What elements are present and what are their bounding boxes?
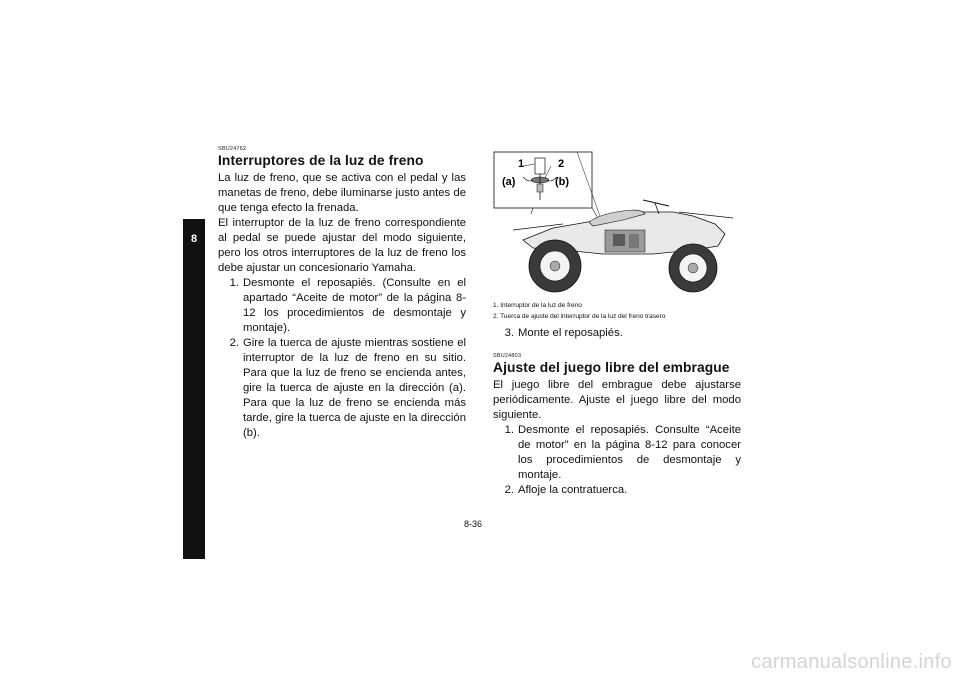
section-title: Ajuste del juego libre del embrague	[493, 360, 730, 375]
step-number: 3.	[504, 327, 514, 339]
step-number: 2.	[229, 337, 239, 349]
atv-figure	[493, 150, 741, 298]
step-list	[493, 326, 741, 341]
section-title: Interruptores de la luz de freno	[218, 153, 424, 168]
direction-label-a: (a)	[502, 176, 516, 188]
caption: 1. Interruptor de la luz de freno	[493, 302, 582, 309]
step-text: Desmonte el reposapiés. (Consulte en el apartado “Aceite de motor” de la página 8-12 los procedimientos de desmontaje y montaje).	[243, 277, 466, 334]
step-number: 2.	[504, 484, 514, 496]
paragraph: El juego libre del embrague debe ajustarse periódicamente. Ajuste el juego libre del modo siguiente.	[493, 379, 741, 421]
direction-label-b: (b)	[555, 176, 570, 188]
step-number: 1.	[504, 424, 514, 436]
list-item	[218, 276, 466, 336]
caption: 2. Tuerca de ajuste del interruptor de la luz del freno trasero	[493, 313, 666, 320]
paragraph: La luz de freno, que se activa con el pedal y las manetas de freno, debe iluminarse justo antes de que tenga efecto la frenada.	[218, 172, 466, 214]
callout-label-1: 1	[518, 158, 525, 170]
step-text: Desmonte el reposapiés. Consulte “Aceite de motor” en la página 8-12 para conocer los procedimientos de desmontaje y montaje.	[518, 424, 741, 481]
right-column	[493, 150, 741, 498]
page-number: 8-36	[464, 519, 483, 529]
figure-captions	[493, 300, 741, 322]
chapter-tab	[183, 219, 205, 559]
paragraph: El interruptor de la luz de freno correspondiente al pedal se puede ajustar del modo siguiente, pero los otros interruptores de la luz de freno los debe ajustar un concesionario Yamaha.	[218, 217, 466, 274]
step-text: Monte el reposapiés.	[518, 327, 623, 339]
step-list	[493, 423, 741, 498]
callout-label-2: 2	[558, 158, 565, 170]
atv-illustration	[493, 150, 741, 298]
list-item	[493, 326, 741, 341]
list-item	[218, 336, 466, 441]
step-text: Afloje la contratuerca.	[518, 484, 628, 496]
list-item	[493, 423, 741, 483]
chapter-number: 8	[190, 233, 198, 245]
section-code: SBU24762	[218, 146, 247, 152]
step-text: Gire la tuerca de ajuste mientras sostiene el interruptor de la luz de freno en su sitio. Para que la luz de freno se encienda antes, gire la tuerca de ajuste en la dirección (a). Para que la luz de freno se encienda más tarde, gire la tuerca de ajuste en la dirección (b).	[243, 337, 466, 439]
left-column	[218, 146, 466, 441]
step-number: 1.	[229, 277, 239, 289]
brake-switch-drawing	[535, 158, 545, 174]
list-item	[493, 483, 741, 498]
step-list	[218, 276, 466, 441]
watermark: carmanualsonline.info	[751, 651, 952, 673]
section-code: SBU24803	[493, 353, 522, 359]
